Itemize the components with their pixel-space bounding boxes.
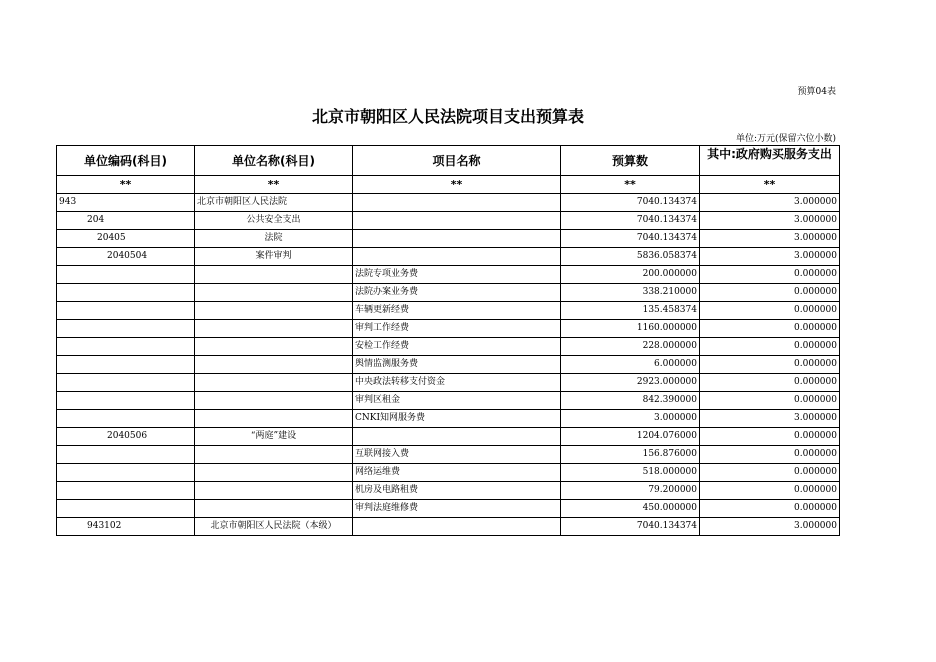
budget-cell: 7040.134374 <box>561 212 700 230</box>
stars-cell: ** <box>57 176 195 194</box>
service-cell: 3.000000 <box>700 410 840 428</box>
code-cell <box>57 446 195 464</box>
service-cell: 0.000000 <box>700 482 840 500</box>
project-name-cell <box>353 230 561 248</box>
project-name-cell <box>353 518 561 536</box>
code-cell <box>57 302 195 320</box>
table-row <box>57 356 840 374</box>
budget-cell: 135.458374 <box>561 302 700 320</box>
project-name-cell <box>353 212 561 230</box>
table-row <box>57 230 840 248</box>
page-title: 北京市朝阳区人民法院项目支出预算表 <box>311 107 584 126</box>
table-row <box>57 212 840 230</box>
service-cell: 3.000000 <box>700 194 840 212</box>
code-cell <box>57 338 195 356</box>
col-header-budget: 预算数 <box>561 146 700 176</box>
unit-name-cell <box>195 410 353 428</box>
service-cell: 0.000000 <box>700 500 840 518</box>
budget-cell: 450.000000 <box>561 500 700 518</box>
table-row <box>57 302 840 320</box>
code-cell <box>57 266 195 284</box>
table-body <box>57 194 840 536</box>
budget-cell: 7040.134374 <box>561 518 700 536</box>
unit-name-cell <box>195 500 353 518</box>
unit-name-cell <box>195 338 353 356</box>
code-cell: 943 <box>57 194 195 212</box>
unit-name-cell <box>195 446 353 464</box>
budget-cell: 5836.058374 <box>561 248 700 266</box>
service-cell: 0.000000 <box>700 302 840 320</box>
budget-cell: 6.000000 <box>561 356 700 374</box>
col-header-unit-name: 单位名称(科目) <box>195 146 353 176</box>
code-cell: 20405 <box>57 230 195 248</box>
project-name-cell <box>353 428 561 446</box>
table-row <box>57 284 840 302</box>
project-name-cell: CNKI知网服务费 <box>353 410 561 428</box>
table-row <box>57 518 840 536</box>
code-cell <box>57 464 195 482</box>
unit-name-cell <box>195 356 353 374</box>
unit-name-cell <box>195 284 353 302</box>
stars-row <box>57 176 840 194</box>
table-row <box>57 194 840 212</box>
unit-name-cell <box>195 392 353 410</box>
budget-cell: 518.000000 <box>561 464 700 482</box>
project-name-cell: 舆情监测服务费 <box>353 356 561 374</box>
project-name-cell: 机房及电路租费 <box>353 482 561 500</box>
code-cell: 2040504 <box>57 248 195 266</box>
service-cell: 3.000000 <box>700 230 840 248</box>
unit-name-cell <box>195 464 353 482</box>
budget-cell: 7040.134374 <box>561 194 700 212</box>
service-cell: 0.000000 <box>700 464 840 482</box>
stars-cell: ** <box>700 176 840 194</box>
project-name-cell: 车辆更新经费 <box>353 302 561 320</box>
table-row <box>57 392 840 410</box>
service-cell: 3.000000 <box>700 212 840 230</box>
project-name-cell: 中央政法转移支付资金 <box>353 374 561 392</box>
project-name-cell <box>353 248 561 266</box>
unit-name-cell <box>195 374 353 392</box>
code-cell <box>57 392 195 410</box>
code-cell <box>57 482 195 500</box>
code-cell: 204 <box>57 212 195 230</box>
stars-cell: ** <box>353 176 561 194</box>
project-name-cell: 审判区租金 <box>353 392 561 410</box>
unit-name-cell <box>195 482 353 500</box>
service-cell: 0.000000 <box>700 428 840 446</box>
table-row <box>57 248 840 266</box>
table-number: 预算04表 <box>797 87 836 97</box>
code-cell: 943102 <box>57 518 195 536</box>
service-cell: 0.000000 <box>700 338 840 356</box>
budget-cell: 338.210000 <box>561 284 700 302</box>
code-cell <box>57 500 195 518</box>
project-name-cell: 互联网接入费 <box>353 446 561 464</box>
code-cell: 2040506 <box>57 428 195 446</box>
service-cell: 0.000000 <box>700 320 840 338</box>
project-name-cell: 安检工作经费 <box>353 338 561 356</box>
table-row <box>57 464 840 482</box>
unit-note: 单位:万元(保留六位小数) <box>735 134 836 144</box>
project-name-cell: 网络运维费 <box>353 464 561 482</box>
budget-cell: 842.390000 <box>561 392 700 410</box>
table-row <box>57 320 840 338</box>
project-name-cell: 法院专项业务费 <box>353 266 561 284</box>
service-cell: 0.000000 <box>700 374 840 392</box>
table-row <box>57 338 840 356</box>
project-name-cell <box>353 194 561 212</box>
budget-cell: 3.000000 <box>561 410 700 428</box>
budget-cell: 7040.134374 <box>561 230 700 248</box>
service-cell: 0.000000 <box>700 266 840 284</box>
code-cell <box>57 356 195 374</box>
code-cell <box>57 320 195 338</box>
unit-name-cell: 北京市朝阳区人民法院 <box>195 194 353 212</box>
budget-cell: 1160.000000 <box>561 320 700 338</box>
col-header-code: 单位编码(科目) <box>57 146 195 176</box>
unit-name-cell: 法院 <box>195 230 353 248</box>
unit-name-cell <box>195 302 353 320</box>
budget-cell: 79.200000 <box>561 482 700 500</box>
budget-cell: 228.000000 <box>561 338 700 356</box>
table-row <box>57 266 840 284</box>
budget-cell: 156.876000 <box>561 446 700 464</box>
service-cell: 3.000000 <box>700 518 840 536</box>
unit-name-cell: “两庭”建设 <box>195 428 353 446</box>
service-cell: 0.000000 <box>700 392 840 410</box>
col-header-service-label: 其中:政府购买服务支出 <box>707 146 832 161</box>
budget-cell: 2923.000000 <box>561 374 700 392</box>
stars-cell: ** <box>195 176 353 194</box>
table-row <box>57 410 840 428</box>
table-row <box>57 446 840 464</box>
col-header-service <box>700 146 840 176</box>
table-row <box>57 428 840 446</box>
stars-cell: ** <box>561 176 700 194</box>
project-name-cell: 审判工作经费 <box>353 320 561 338</box>
unit-name-cell: 北京市朝阳区人民法院（本级） <box>195 518 353 536</box>
budget-cell: 200.000000 <box>561 266 700 284</box>
project-name-cell: 审判法庭维修费 <box>353 500 561 518</box>
unit-name-cell <box>195 266 353 284</box>
unit-name-cell: 案件审判 <box>195 248 353 266</box>
service-cell: 0.000000 <box>700 446 840 464</box>
project-name-cell: 法院办案业务费 <box>353 284 561 302</box>
col-header-project-name: 项目名称 <box>353 146 561 176</box>
service-cell: 3.000000 <box>700 248 840 266</box>
budget-cell: 1204.076000 <box>561 428 700 446</box>
table-row <box>57 500 840 518</box>
table-row <box>57 374 840 392</box>
code-cell <box>57 410 195 428</box>
service-cell: 0.000000 <box>700 284 840 302</box>
code-cell <box>57 284 195 302</box>
service-cell: 0.000000 <box>700 356 840 374</box>
table-row <box>57 482 840 500</box>
budget-table <box>56 145 840 536</box>
unit-name-cell: 公共安全支出 <box>195 212 353 230</box>
code-cell <box>57 374 195 392</box>
header-row <box>57 146 840 176</box>
unit-name-cell <box>195 320 353 338</box>
